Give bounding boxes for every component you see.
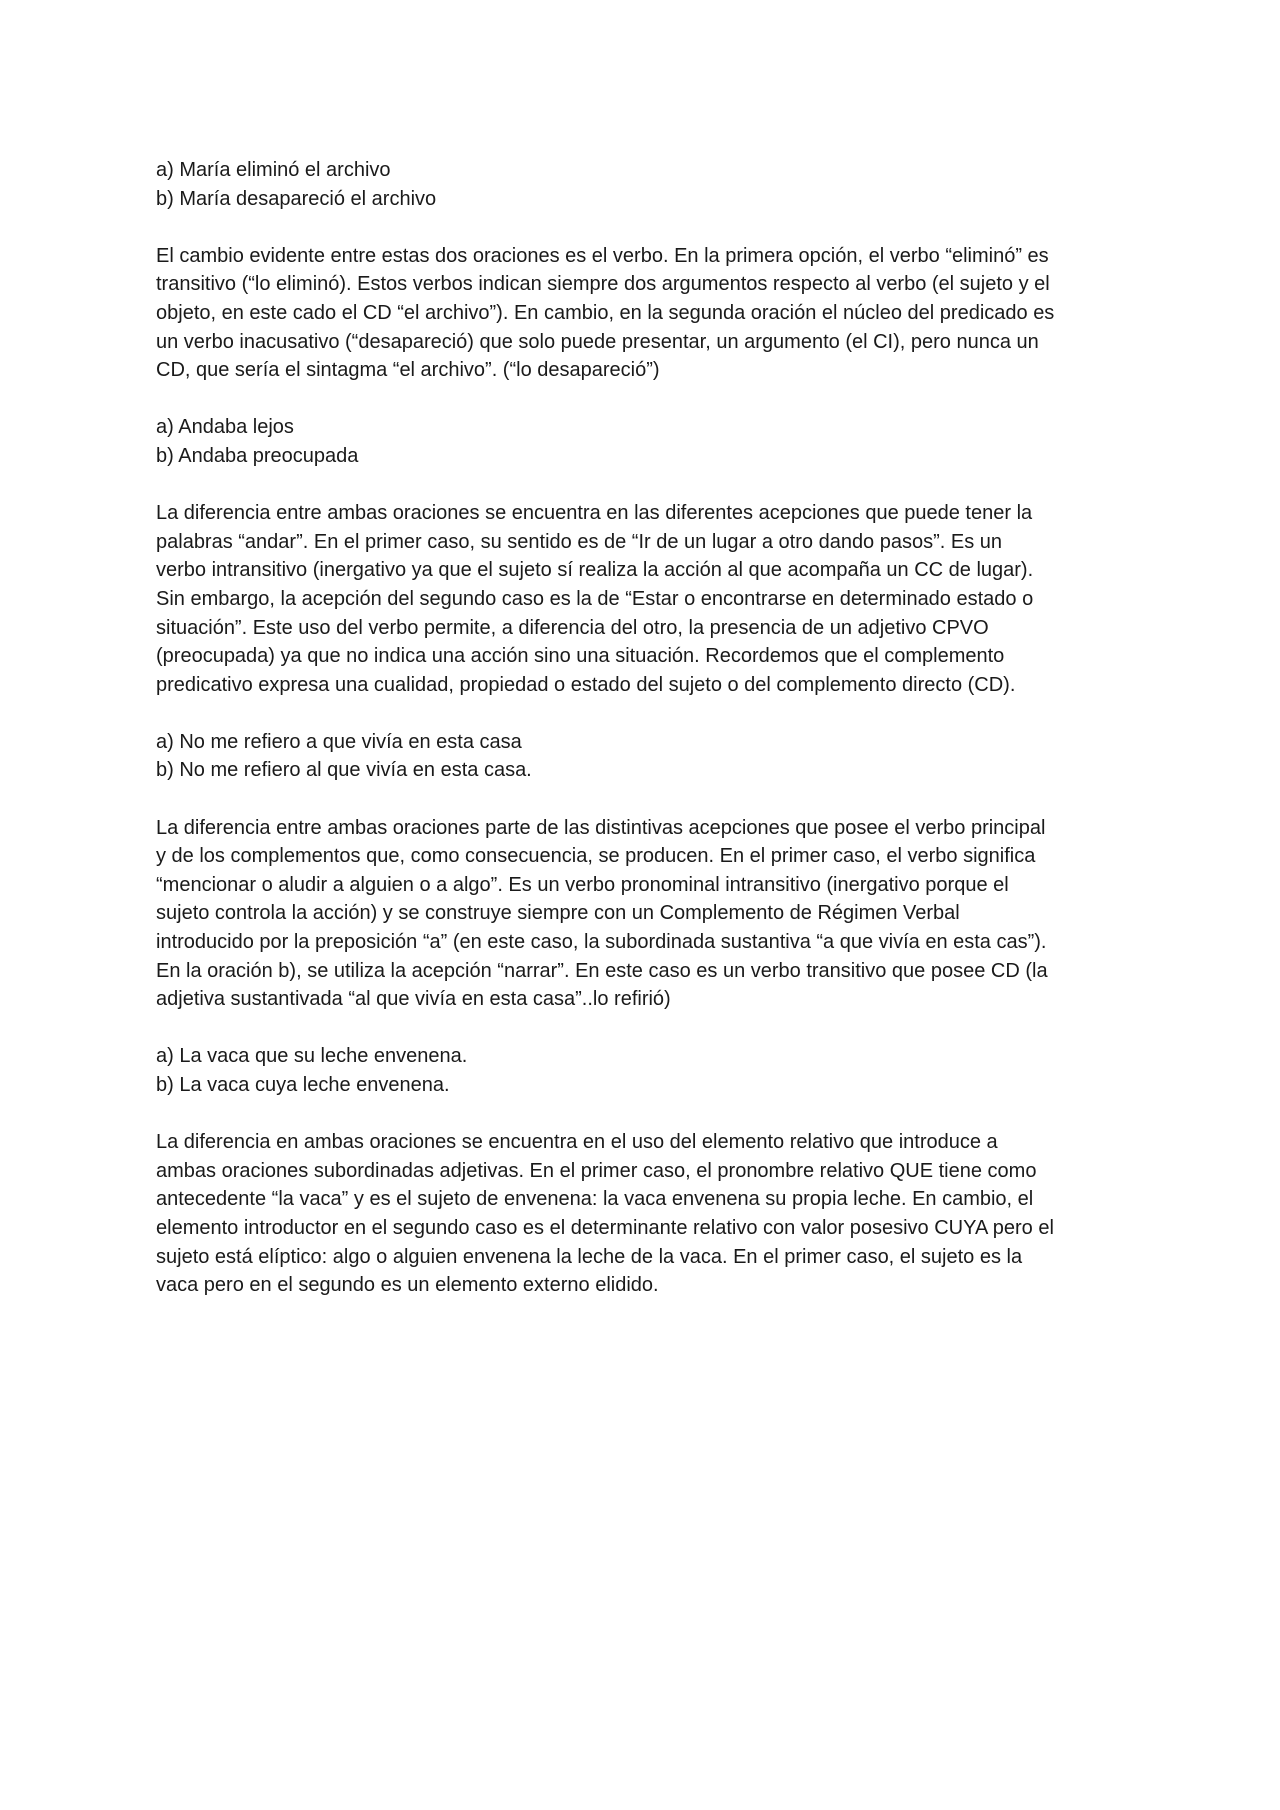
example-line: b) María desapareció el archivo: [156, 187, 437, 210]
paragraph-line: La diferencia entre ambas oraciones parte de las distintivas acepciones que posee el verbo principal: [156, 816, 1046, 839]
paragraph-line: predicativo expresa una cualidad, propiedad o estado del sujeto o del complemento directo (CD).: [156, 673, 1016, 696]
document-body: [156, 156, 1136, 1328]
paragraph-line: verbo intransitivo (inergativo ya que el sujeto sí realiza la acción al que acompaña un CC de lugar).: [156, 559, 1034, 582]
paragraph-line: un verbo inacusativo (“desapareció) que solo puede presentar, un argumento (el CI), pero nunca un: [156, 330, 1039, 353]
example-line: b) No me refiero al que vivía en esta casa.: [156, 759, 532, 782]
explanation-paragraph-1: [156, 242, 1136, 385]
example-pair-4: [156, 1042, 1136, 1099]
paragraph-line: transitivo (“lo eliminó). Estos verbos indican siempre dos argumentos respecto al verbo (el sujeto y el: [156, 273, 1050, 296]
paragraph-line: sujeto controla la acción) y se construye siempre con un Complemento de Régimen Verbal: [156, 902, 960, 925]
paragraph-line: CD, que sería el sintagma “el archivo”. (“lo desapareció”): [156, 359, 660, 382]
example-line: a) María eliminó el archivo: [156, 159, 391, 181]
example-pair-3: [156, 728, 1136, 785]
paragraph-line: En la oración b), se utiliza la acepción “narrar”. En este caso es un verbo transitivo que posee CD (la: [156, 959, 1048, 982]
explanation-paragraph-2: [156, 499, 1136, 699]
example-line: b) Andaba preocupada: [156, 444, 359, 467]
paragraph-line: ambas oraciones subordinadas adjetivas. En el primer caso, el pronombre relativo QUE tiene como: [156, 1159, 1037, 1182]
paragraph-line: palabras “andar”. En el primer caso, su sentido es de “Ir de un lugar a otro dando pasos”. Es un: [156, 530, 1003, 553]
paragraph-line: vaca pero en el segundo es un elemento externo elidido.: [156, 1274, 659, 1297]
example-line: a) La vaca que su leche envenena.: [156, 1045, 468, 1068]
paragraph-line: elemento introductor en el segundo caso es el determinante relativo con valor posesivo CUYA pero el: [156, 1216, 1054, 1239]
explanation-paragraph-4: [156, 1128, 1136, 1300]
paragraph-line: objeto, en este cado el CD “el archivo”). En cambio, en la segunda oración el núcleo del predicado es: [156, 301, 1055, 324]
paragraph-line: adjetiva sustantivada “al que vivía en esta casa”..lo refirió): [156, 988, 671, 1011]
paragraph-line: introducido por la preposición “a” (en este caso, la subordinada sustantiva “a que vivía en esta cas”).: [156, 931, 1047, 954]
explanation-paragraph-3: [156, 814, 1136, 1014]
paragraph-line: sujeto está elíptico: algo o alguien envenena la leche de la vaca. En el primer caso, el sujeto es la: [156, 1245, 1023, 1268]
paragraph-line: La diferencia en ambas oraciones se encuentra en el uso del elemento relativo que introduce a: [156, 1131, 998, 1154]
paragraph-line: (preocupada) ya que no indica una acción sino una situación. Recordemos que el complemento: [156, 645, 1005, 668]
paragraph-line: El cambio evidente entre estas dos oraciones es el verbo. En la primera opción, el verbo “eliminó” es: [156, 244, 1049, 267]
paragraph-line: Sin embargo, la acepción del segundo caso es la de “Estar o encontrarse en determinado estado o: [156, 587, 1034, 610]
paragraph-line: antecedente “la vaca” y es el sujeto de envenena: la vaca envenena su propia leche. En cambio, el: [156, 1188, 1034, 1211]
paragraph-line: “mencionar o aludir a alguien o a algo”. Es un verbo pronominal intransitivo (inergativo porque el: [156, 873, 1009, 896]
example-line: a) Andaba lejos: [156, 416, 294, 439]
example-pair-2: [156, 413, 1136, 470]
example-line: a) No me refiero a que vivía en esta casa: [156, 730, 522, 753]
paragraph-line: y de los complementos que, como consecuencia, se producen. En el primer caso, el verbo significa: [156, 845, 1036, 868]
example-line: b) La vaca cuya leche envenena.: [156, 1074, 450, 1096]
paragraph-line: La diferencia entre ambas oraciones se encuentra en las diferentes acepciones que puede tener la: [156, 502, 1033, 525]
paragraph-line: situación”. Este uso del verbo permite, a diferencia del otro, la presencia de un adjetivo CPVO: [156, 616, 989, 639]
example-pair-1: [156, 156, 1136, 213]
